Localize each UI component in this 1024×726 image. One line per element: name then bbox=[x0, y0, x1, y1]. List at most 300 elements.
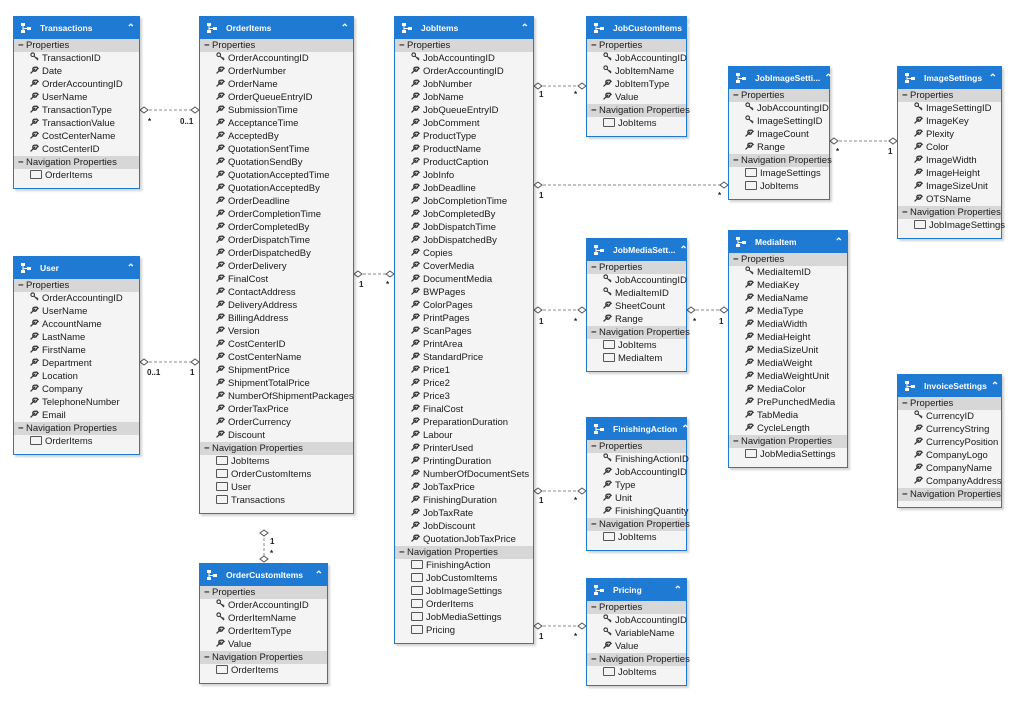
entity-jobmediasettings[interactable] bbox=[586, 238, 690, 372]
property-row[interactable] bbox=[898, 167, 1001, 180]
property-row[interactable] bbox=[200, 234, 353, 247]
property-row[interactable] bbox=[200, 364, 353, 377]
wrench-icon bbox=[216, 260, 228, 273]
property-row[interactable] bbox=[587, 313, 686, 326]
collapse-minus-icon[interactable]: − bbox=[733, 90, 739, 101]
property-row[interactable] bbox=[200, 195, 353, 208]
entity-icon bbox=[401, 22, 413, 34]
wrench-icon bbox=[216, 286, 228, 299]
collapse-chevron-icon[interactable]: ⌃ bbox=[988, 72, 997, 84]
property-row[interactable] bbox=[395, 260, 533, 273]
navigation-name: JobItems bbox=[618, 532, 657, 543]
property-row[interactable] bbox=[395, 325, 533, 338]
wrench-icon bbox=[216, 625, 228, 638]
property-row[interactable] bbox=[14, 143, 139, 156]
collapse-minus-icon[interactable]: − bbox=[399, 547, 405, 558]
collapse-chevron-icon[interactable]: ⌃ bbox=[520, 22, 529, 34]
property-row[interactable] bbox=[395, 455, 533, 468]
wrench-icon bbox=[745, 409, 757, 422]
wrench-icon bbox=[411, 416, 423, 429]
properties-section-header[interactable] bbox=[14, 39, 139, 52]
property-row[interactable] bbox=[200, 429, 353, 442]
property-row[interactable] bbox=[14, 331, 139, 344]
collapse-minus-icon[interactable]: − bbox=[733, 436, 739, 447]
collapse-chevron-icon[interactable]: ⌃ bbox=[673, 584, 682, 596]
property-row[interactable] bbox=[395, 195, 533, 208]
collapse-chevron-icon[interactable]: ⌃ bbox=[685, 22, 695, 34]
property-row[interactable] bbox=[587, 614, 686, 627]
property-row[interactable] bbox=[200, 286, 353, 299]
property-row[interactable] bbox=[587, 65, 686, 78]
property-row[interactable] bbox=[395, 338, 533, 351]
collapse-minus-icon[interactable]: − bbox=[902, 489, 908, 500]
properties-section-header[interactable] bbox=[587, 261, 686, 274]
properties-label: Properties bbox=[599, 441, 643, 452]
property-row[interactable] bbox=[200, 312, 353, 325]
property-row[interactable] bbox=[200, 143, 353, 156]
property-row[interactable] bbox=[395, 468, 533, 481]
property-row[interactable] bbox=[200, 156, 353, 169]
property-row[interactable] bbox=[729, 128, 829, 141]
property-row[interactable] bbox=[395, 312, 533, 325]
properties-label: Properties bbox=[26, 40, 70, 51]
navigation-row[interactable] bbox=[587, 531, 686, 544]
collapse-chevron-icon[interactable]: ⌃ bbox=[681, 423, 690, 435]
properties-section-header[interactable] bbox=[587, 440, 686, 453]
mult-label: * bbox=[574, 632, 578, 641]
navigation-row[interactable] bbox=[587, 339, 686, 352]
property-row[interactable] bbox=[729, 318, 847, 331]
navigation-section-header[interactable] bbox=[898, 488, 1001, 501]
property-row[interactable] bbox=[587, 300, 686, 313]
property-name: OrderAccountingID bbox=[423, 66, 504, 77]
property-row[interactable] bbox=[898, 436, 1001, 449]
property-row[interactable] bbox=[587, 453, 689, 466]
navigation-row[interactable] bbox=[587, 117, 686, 130]
properties-section-header[interactable] bbox=[200, 586, 327, 599]
collapse-minus-icon[interactable]: − bbox=[733, 254, 739, 265]
entity-jobcustomitems[interactable] bbox=[586, 16, 695, 137]
collapse-minus-icon[interactable]: − bbox=[902, 398, 908, 409]
entity-title: Pricing bbox=[613, 585, 642, 595]
properties-section-header[interactable] bbox=[14, 279, 139, 292]
navigation-section-header[interactable] bbox=[587, 326, 690, 339]
property-row[interactable] bbox=[200, 52, 353, 65]
property-row[interactable] bbox=[395, 78, 533, 91]
navigation-row[interactable] bbox=[200, 455, 353, 468]
property-row[interactable] bbox=[14, 78, 139, 91]
property-row[interactable] bbox=[395, 221, 533, 234]
entity-user[interactable] bbox=[13, 256, 140, 455]
property-row[interactable] bbox=[14, 117, 139, 130]
property-name: FinalCost bbox=[228, 274, 269, 285]
property-row[interactable] bbox=[898, 154, 1001, 167]
property-row[interactable] bbox=[200, 182, 353, 195]
property-name: SubmissionTime bbox=[228, 105, 298, 116]
property-row[interactable] bbox=[200, 390, 353, 403]
entity-bottom-padding bbox=[200, 507, 353, 513]
navigation-section-header[interactable] bbox=[14, 156, 139, 169]
navigation-row[interactable] bbox=[395, 598, 533, 611]
collapse-chevron-icon[interactable]: ⌃ bbox=[824, 72, 833, 84]
property-row[interactable] bbox=[395, 416, 533, 429]
property-row[interactable] bbox=[200, 338, 353, 351]
property-row[interactable] bbox=[395, 390, 533, 403]
property-row[interactable] bbox=[395, 494, 533, 507]
property-row[interactable] bbox=[395, 351, 533, 364]
collapse-minus-icon[interactable]: − bbox=[204, 587, 210, 598]
property-row[interactable] bbox=[200, 104, 353, 117]
entity-orderitems[interactable] bbox=[199, 16, 354, 514]
wrench-icon bbox=[30, 143, 42, 156]
property-name: ImageSettingID bbox=[926, 103, 992, 114]
property-row[interactable] bbox=[14, 130, 139, 143]
entity-imagesettings[interactable] bbox=[897, 66, 1006, 239]
navigation-row[interactable] bbox=[729, 180, 829, 193]
property-row[interactable] bbox=[395, 104, 533, 117]
properties-label: Properties bbox=[599, 40, 643, 51]
entity-title: Transactions bbox=[40, 23, 93, 33]
property-row[interactable] bbox=[729, 305, 847, 318]
property-row[interactable] bbox=[14, 104, 139, 117]
property-row[interactable] bbox=[200, 351, 353, 364]
property-row[interactable] bbox=[587, 52, 686, 65]
entity-jobimagesettings[interactable] bbox=[728, 66, 833, 200]
property-row[interactable] bbox=[200, 65, 353, 78]
property-row[interactable] bbox=[395, 364, 533, 377]
navigation-section-header[interactable] bbox=[587, 518, 690, 531]
property-row[interactable] bbox=[395, 117, 533, 130]
property-row[interactable] bbox=[200, 221, 353, 234]
property-row[interactable] bbox=[898, 102, 1001, 115]
collapse-minus-icon[interactable]: − bbox=[591, 602, 597, 613]
property-row[interactable] bbox=[729, 102, 829, 115]
key-icon bbox=[603, 287, 615, 300]
properties-section-header[interactable] bbox=[587, 601, 686, 614]
property-row[interactable] bbox=[898, 115, 1001, 128]
property-name: JobNumber bbox=[423, 79, 473, 90]
property-row[interactable] bbox=[14, 370, 139, 383]
property-row[interactable] bbox=[729, 370, 847, 383]
navigation-row[interactable] bbox=[395, 559, 533, 572]
property-row[interactable] bbox=[395, 442, 533, 455]
properties-section-header[interactable] bbox=[587, 39, 686, 52]
navigation-row[interactable] bbox=[395, 624, 533, 637]
property-row[interactable] bbox=[587, 492, 686, 505]
collapse-minus-icon[interactable]: − bbox=[18, 280, 24, 291]
property-row[interactable] bbox=[898, 475, 1001, 488]
collapse-minus-icon[interactable]: − bbox=[591, 519, 597, 530]
properties-section-header[interactable] bbox=[898, 89, 1001, 102]
entity-pricing[interactable] bbox=[586, 578, 690, 686]
property-name: PrePunchedMedia bbox=[757, 397, 836, 408]
mult-label: * bbox=[718, 191, 722, 200]
collapse-chevron-icon[interactable]: ⌃ bbox=[990, 380, 1000, 392]
collapse-minus-icon[interactable]: − bbox=[204, 652, 210, 663]
property-name: AccountName bbox=[42, 319, 102, 330]
properties-label: Properties bbox=[599, 602, 643, 613]
property-row[interactable] bbox=[14, 357, 139, 370]
navigation-section-header[interactable] bbox=[587, 653, 690, 666]
property-row[interactable] bbox=[395, 65, 533, 78]
property-row[interactable] bbox=[14, 305, 139, 318]
entity-header bbox=[587, 239, 686, 261]
property-row[interactable] bbox=[14, 318, 139, 331]
property-row[interactable] bbox=[395, 520, 533, 533]
entity-jobitems[interactable] bbox=[394, 16, 534, 644]
property-name: Department bbox=[42, 358, 92, 369]
property-row[interactable] bbox=[200, 325, 353, 338]
wrench-icon bbox=[216, 351, 228, 364]
property-row[interactable] bbox=[395, 533, 533, 546]
properties-label: Properties bbox=[741, 254, 785, 265]
navigation-row[interactable] bbox=[729, 167, 829, 180]
property-row[interactable] bbox=[587, 505, 689, 518]
property-row[interactable] bbox=[729, 396, 847, 409]
property-row[interactable] bbox=[200, 260, 353, 273]
wrench-icon bbox=[30, 396, 42, 409]
wrench-icon bbox=[411, 429, 423, 442]
navigation-section-header[interactable] bbox=[395, 546, 533, 559]
property-row[interactable] bbox=[729, 422, 847, 435]
property-row[interactable] bbox=[729, 141, 829, 154]
property-row[interactable] bbox=[729, 292, 847, 305]
entity-mediaitem[interactable] bbox=[728, 230, 848, 468]
property-row[interactable] bbox=[898, 128, 1001, 141]
property-row[interactable] bbox=[395, 130, 533, 143]
property-row[interactable] bbox=[14, 65, 139, 78]
property-row[interactable] bbox=[395, 143, 533, 156]
wrench-icon bbox=[30, 65, 42, 78]
property-row[interactable] bbox=[395, 182, 533, 195]
property-row[interactable] bbox=[395, 156, 533, 169]
navigation-section-header[interactable] bbox=[200, 651, 327, 664]
property-row[interactable] bbox=[395, 169, 533, 182]
properties-section-header[interactable] bbox=[729, 253, 847, 266]
navigation-row[interactable] bbox=[395, 585, 533, 598]
property-row[interactable] bbox=[395, 234, 533, 247]
property-row[interactable] bbox=[200, 169, 353, 182]
property-name: CostCenterName bbox=[42, 131, 116, 142]
property-row[interactable] bbox=[200, 377, 353, 390]
navigation-section-header[interactable] bbox=[200, 442, 353, 455]
property-row[interactable] bbox=[200, 299, 353, 312]
navigation-property-icon bbox=[411, 612, 423, 621]
navigation-row[interactable] bbox=[200, 494, 353, 507]
navigation-row[interactable] bbox=[14, 169, 139, 182]
property-row[interactable] bbox=[200, 599, 327, 612]
property-row[interactable] bbox=[395, 52, 533, 65]
property-row[interactable] bbox=[898, 141, 1001, 154]
wrench-icon bbox=[411, 260, 423, 273]
property-row[interactable] bbox=[200, 638, 327, 651]
collapse-minus-icon[interactable]: − bbox=[591, 105, 597, 116]
navigation-section-header[interactable] bbox=[729, 154, 832, 167]
property-name: ColorPages bbox=[423, 300, 473, 311]
property-row[interactable] bbox=[14, 396, 139, 409]
collapse-minus-icon[interactable]: − bbox=[902, 90, 908, 101]
collapse-chevron-icon[interactable]: ⌃ bbox=[314, 569, 323, 581]
navigation-section-header[interactable] bbox=[587, 104, 690, 117]
navigation-row[interactable] bbox=[395, 611, 533, 624]
navigation-row[interactable] bbox=[200, 664, 327, 677]
navigation-label: Navigation Properties bbox=[910, 207, 1001, 218]
collapse-minus-icon[interactable]: − bbox=[591, 441, 597, 452]
collapse-minus-icon[interactable]: − bbox=[591, 654, 597, 665]
property-row[interactable] bbox=[395, 208, 533, 221]
wrench-icon bbox=[216, 638, 228, 651]
property-row[interactable] bbox=[14, 409, 139, 422]
property-row[interactable] bbox=[14, 52, 139, 65]
property-row[interactable] bbox=[587, 78, 686, 91]
properties-section-header[interactable] bbox=[200, 39, 353, 52]
navigation-section-header[interactable] bbox=[729, 435, 847, 448]
property-row[interactable] bbox=[587, 640, 686, 653]
collapse-minus-icon[interactable]: − bbox=[591, 327, 597, 338]
property-row[interactable] bbox=[587, 466, 686, 479]
key-icon bbox=[603, 274, 615, 287]
entity-bottom-padding bbox=[587, 544, 686, 550]
navigation-label: Navigation Properties bbox=[599, 519, 690, 530]
collapse-minus-icon[interactable]: − bbox=[204, 40, 210, 51]
property-row[interactable] bbox=[200, 130, 353, 143]
wrench-icon bbox=[603, 466, 615, 479]
navigation-label: Navigation Properties bbox=[26, 423, 117, 434]
property-row[interactable] bbox=[729, 279, 847, 292]
property-row[interactable] bbox=[587, 274, 686, 287]
association-end-marker bbox=[720, 182, 728, 188]
association-end-marker bbox=[534, 307, 542, 313]
collapse-minus-icon[interactable]: − bbox=[733, 155, 739, 166]
property-row[interactable] bbox=[200, 612, 327, 625]
property-row[interactable] bbox=[200, 78, 353, 91]
entity-icon bbox=[593, 244, 605, 256]
property-row[interactable] bbox=[395, 507, 533, 520]
property-name: JobAccountingID bbox=[615, 467, 687, 478]
property-row[interactable] bbox=[729, 357, 847, 370]
navigation-row[interactable] bbox=[729, 448, 847, 461]
property-name: MediaColor bbox=[757, 384, 806, 395]
navigation-label: Navigation Properties bbox=[741, 155, 832, 166]
navigation-row[interactable] bbox=[395, 572, 533, 585]
collapse-chevron-icon[interactable]: ⌃ bbox=[126, 22, 135, 34]
property-row[interactable] bbox=[395, 429, 533, 442]
property-row[interactable] bbox=[395, 273, 533, 286]
property-row[interactable] bbox=[587, 287, 686, 300]
properties-section-header[interactable] bbox=[898, 397, 1001, 410]
navigation-row[interactable] bbox=[898, 219, 1006, 232]
navigation-row[interactable] bbox=[200, 468, 353, 481]
property-row[interactable] bbox=[729, 115, 829, 128]
entity-ordercustomitems[interactable] bbox=[199, 563, 328, 684]
properties-section-header[interactable] bbox=[729, 89, 829, 102]
property-row[interactable] bbox=[395, 299, 533, 312]
navigation-row[interactable] bbox=[587, 352, 686, 365]
navigation-section-header[interactable] bbox=[14, 422, 139, 435]
navigation-row[interactable] bbox=[200, 481, 353, 494]
property-name: OrderQueueEntryID bbox=[228, 92, 313, 103]
property-row[interactable] bbox=[200, 117, 353, 130]
properties-section-header[interactable] bbox=[395, 39, 533, 52]
property-row[interactable] bbox=[14, 91, 139, 104]
property-row[interactable] bbox=[587, 479, 686, 492]
wrench-icon bbox=[216, 208, 228, 221]
property-row[interactable] bbox=[395, 247, 533, 260]
property-row[interactable] bbox=[395, 481, 533, 494]
association-end-marker bbox=[260, 530, 268, 536]
collapse-minus-icon[interactable]: − bbox=[18, 157, 24, 168]
wrench-icon bbox=[30, 318, 42, 331]
property-name: ImageWidth bbox=[926, 155, 977, 166]
association-end-marker bbox=[140, 107, 148, 113]
entity-bottom-padding bbox=[14, 182, 139, 188]
collapse-chevron-icon[interactable]: ⌃ bbox=[126, 262, 135, 274]
collapse-minus-icon[interactable]: − bbox=[399, 40, 405, 51]
property-row[interactable] bbox=[395, 286, 533, 299]
navigation-section-header[interactable] bbox=[898, 206, 1001, 219]
property-row[interactable] bbox=[729, 344, 847, 357]
collapse-minus-icon[interactable]: − bbox=[18, 40, 24, 51]
property-name: BillingAddress bbox=[228, 313, 289, 324]
collapse-minus-icon[interactable]: − bbox=[591, 262, 597, 273]
property-name: FinishingDuration bbox=[423, 495, 497, 506]
collapse-minus-icon[interactable]: − bbox=[591, 40, 597, 51]
property-row[interactable] bbox=[200, 625, 327, 638]
property-row[interactable] bbox=[898, 193, 1001, 206]
entity-bottom-padding bbox=[729, 193, 829, 199]
property-row[interactable] bbox=[14, 344, 139, 357]
property-row[interactable] bbox=[898, 423, 1001, 436]
property-row[interactable] bbox=[200, 208, 353, 221]
property-row[interactable] bbox=[200, 273, 353, 286]
navigation-row[interactable] bbox=[14, 435, 139, 448]
property-row[interactable] bbox=[395, 377, 533, 390]
wrench-icon bbox=[411, 325, 423, 338]
property-row[interactable] bbox=[898, 462, 1001, 475]
property-row[interactable] bbox=[898, 180, 1001, 193]
wrench-icon bbox=[914, 436, 926, 449]
collapse-minus-icon[interactable]: − bbox=[18, 423, 24, 434]
collapse-chevron-icon[interactable]: ⌃ bbox=[679, 244, 688, 256]
property-row[interactable] bbox=[729, 331, 847, 344]
property-row[interactable] bbox=[729, 409, 847, 422]
property-row[interactable] bbox=[200, 403, 353, 416]
collapse-chevron-icon[interactable]: ⌃ bbox=[834, 236, 843, 248]
property-name: PrintArea bbox=[423, 339, 463, 350]
property-row[interactable] bbox=[200, 416, 353, 429]
property-row[interactable] bbox=[395, 403, 533, 416]
entity-finishingaction[interactable] bbox=[586, 417, 690, 551]
collapse-minus-icon[interactable]: − bbox=[902, 207, 908, 218]
collapse-minus-icon[interactable]: − bbox=[204, 443, 210, 454]
property-row[interactable] bbox=[200, 247, 353, 260]
property-row[interactable] bbox=[729, 266, 847, 279]
property-row[interactable] bbox=[898, 410, 1001, 423]
entity-transactions[interactable] bbox=[13, 16, 140, 189]
property-row[interactable] bbox=[898, 449, 1001, 462]
property-row[interactable] bbox=[14, 383, 139, 396]
entity-invoicesettings[interactable] bbox=[897, 374, 1002, 508]
property-row[interactable] bbox=[395, 91, 533, 104]
entity-bottom-padding bbox=[200, 677, 327, 683]
navigation-row[interactable] bbox=[587, 666, 686, 679]
property-row[interactable] bbox=[587, 91, 686, 104]
property-row[interactable] bbox=[729, 383, 847, 396]
property-row[interactable] bbox=[200, 91, 353, 104]
property-row[interactable] bbox=[587, 627, 686, 640]
property-row[interactable] bbox=[14, 292, 139, 305]
collapse-chevron-icon[interactable]: ⌃ bbox=[340, 22, 349, 34]
